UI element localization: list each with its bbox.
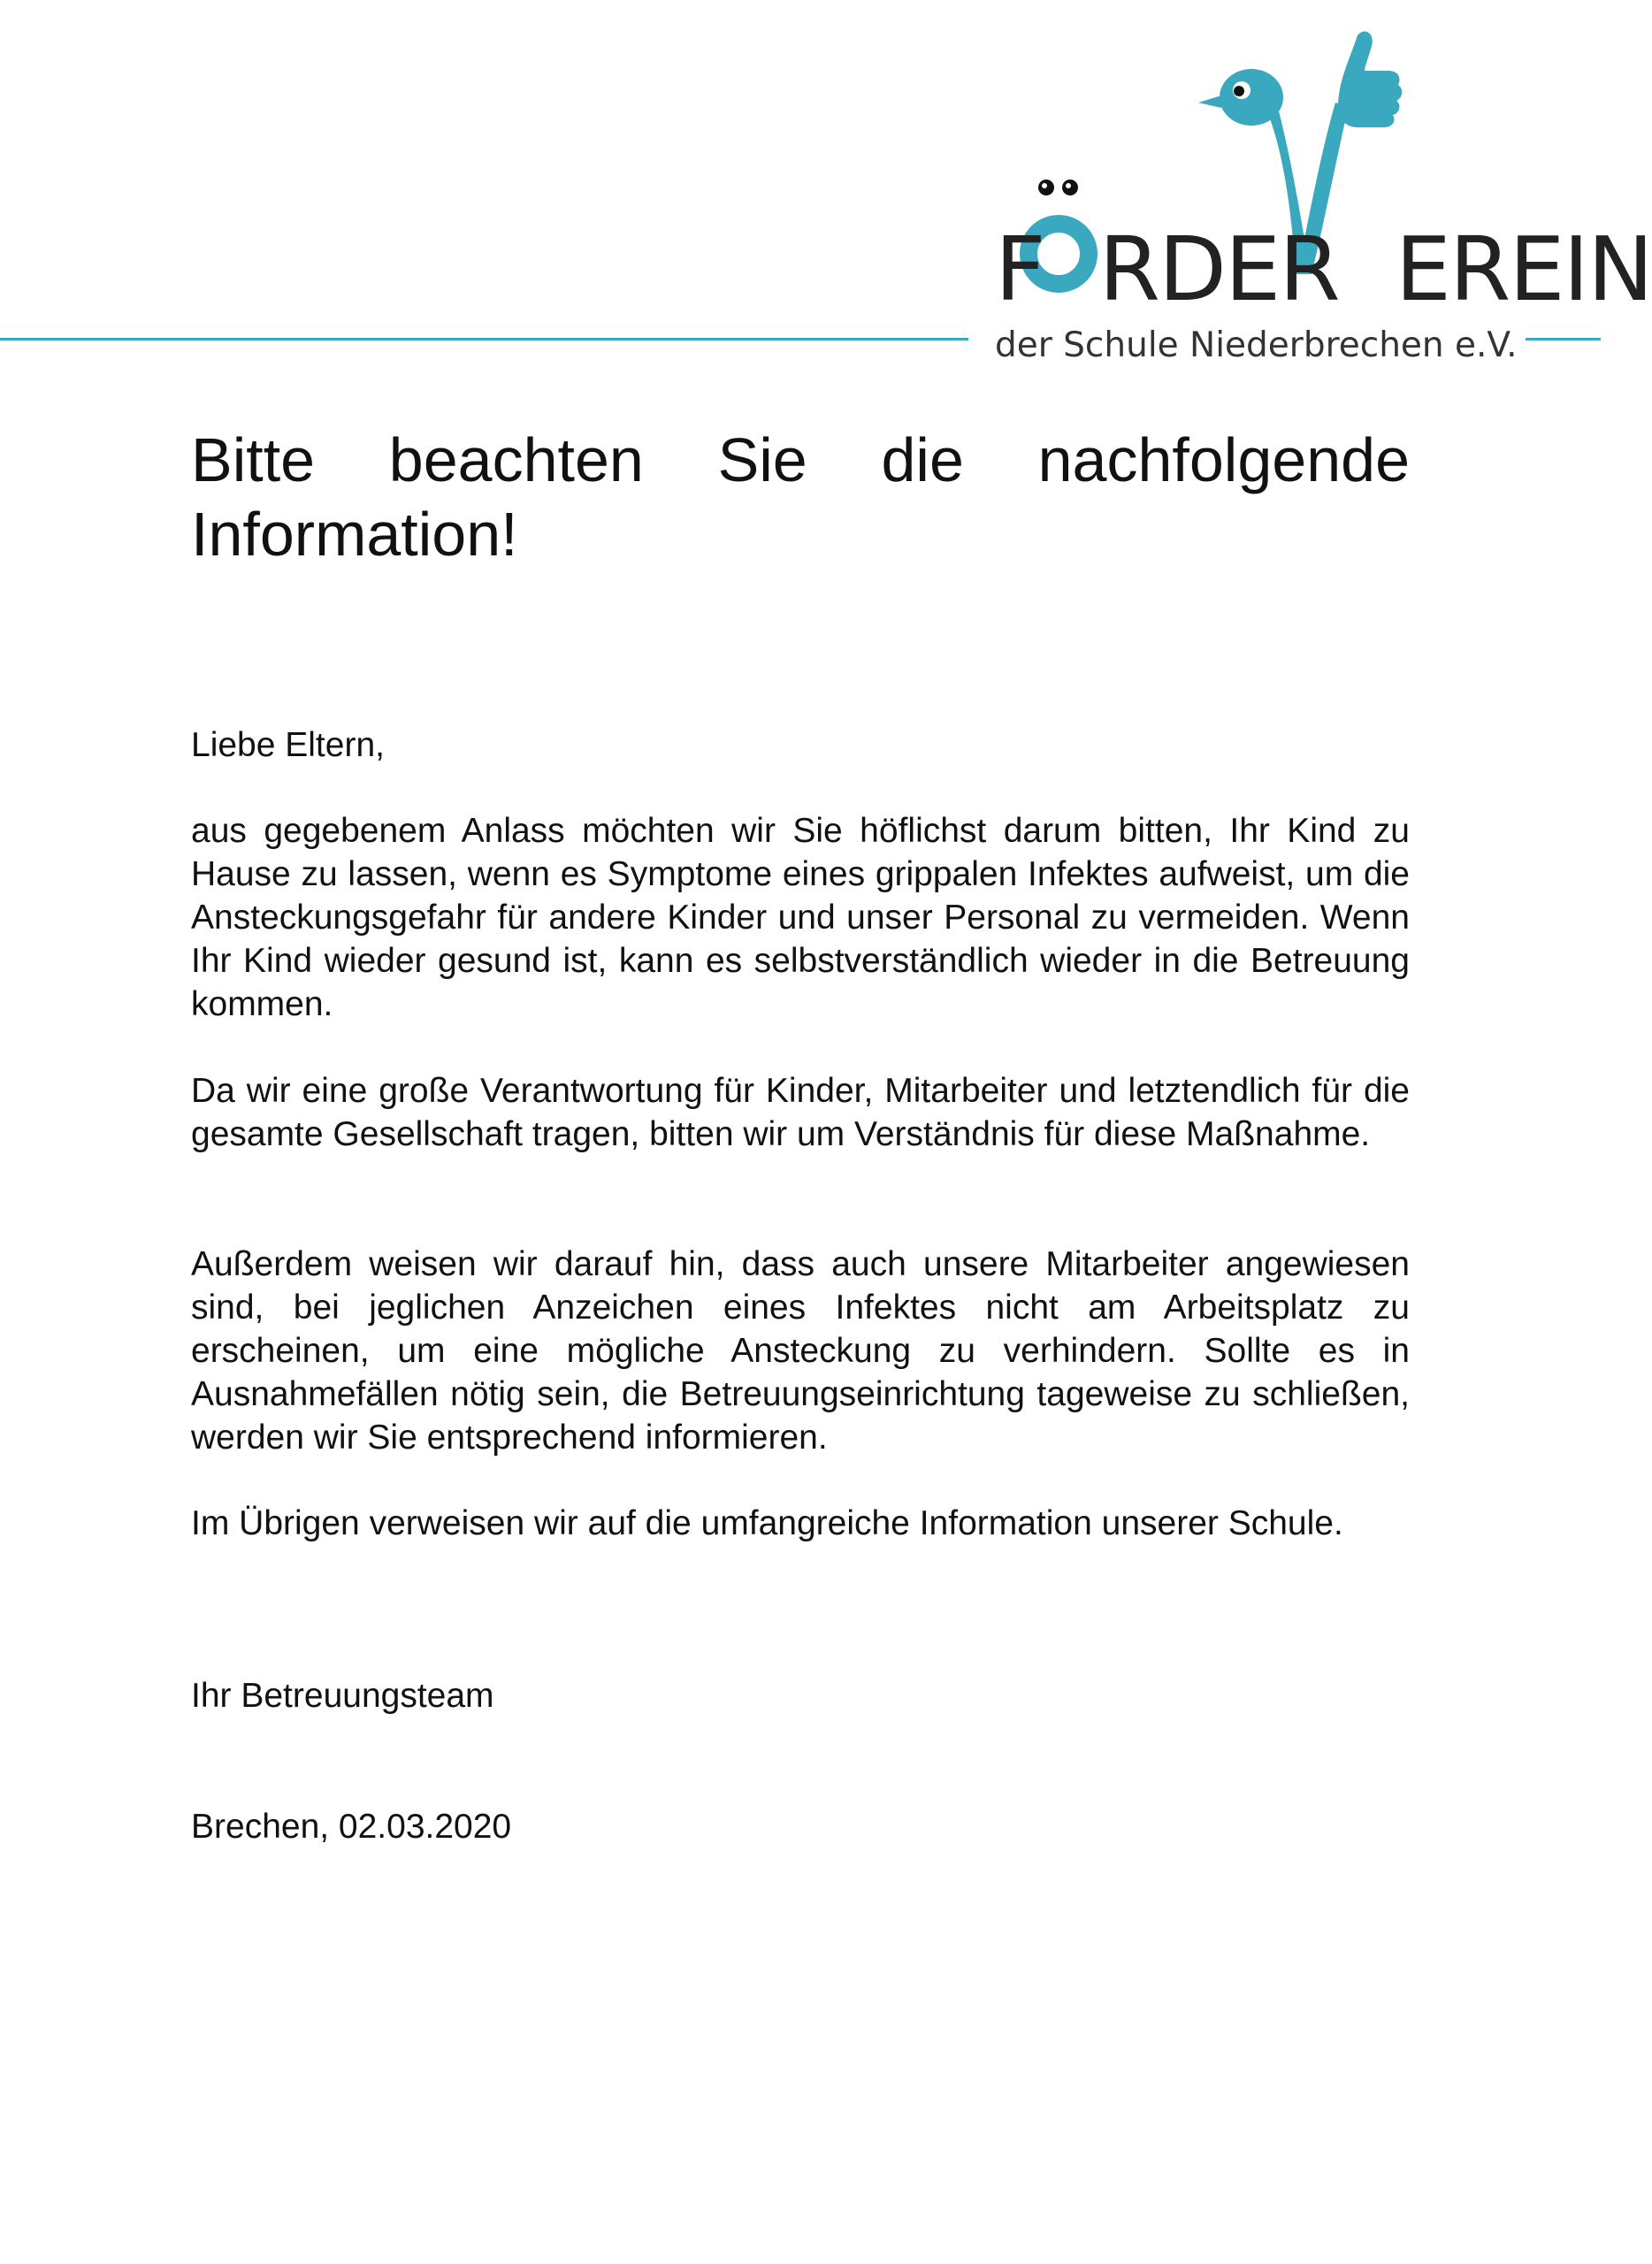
paragraph-3: Außerdem weisen wir darauf hin, dass auch unsere Mitarbeiter angewiesen sind, bei jeglichen Anzeichen eines Infektes nicht am Arbeitsplatz zu erscheinen, um eine mögliche Ansteckung zu verhindern. Sollte es in Ausnahmefällen nötig sein, die Betreuungseinrichtung tageweise zu schließen, werden wir Sie entsprechend informieren.	[191, 1245, 1410, 1457]
logo-wordmark	[995, 212, 1652, 327]
salutation: Liebe Eltern,	[191, 726, 385, 764]
header-divider-right	[1526, 338, 1601, 340]
document-title-block	[191, 423, 1410, 571]
document-title-line-1: Bitte beachten Sie die nachfolgende	[191, 425, 1410, 494]
closing-signature: Ihr Betreuungsteam	[191, 1677, 494, 1715]
document-title	[191, 423, 1410, 571]
paragraph-2: Da wir eine große Verantwortung für Kinder, Mitarbeiter und letztendlich für die gesamte Gesellschaft tragen, bitten wir um Verständnis für diese Maßnahme.	[191, 1072, 1410, 1153]
logo-letters-rder: RDER	[1098, 218, 1339, 321]
logo-subtitle: der Schule Niederbrechen e.V.	[995, 325, 1518, 365]
logo-letter-f: F	[995, 218, 1044, 321]
paragraph-4: Im Übrigen verweisen wir auf die umfangreiche Information unserer Schule.	[191, 1504, 1343, 1542]
document-title-line-2: Information!	[191, 500, 518, 569]
paragraph-1: aus gegebenem Anlass möchten wir Sie höflichst darum bitten, Ihr Kind zu Hause zu lassen, wenn es Symptome eines grippalen Infektes aufweist, um die Ansteckungsgefahr für andere Kinder und unser Personal zu vermeiden. Wenn Ihr Kind wieder gesund ist, kann es selbstverständlich wieder in die Betreuung kommen.	[191, 812, 1410, 1023]
place-and-date: Brechen, 02.03.2020	[191, 1808, 512, 1846]
header-divider-left	[0, 338, 968, 340]
logo-letters-erein: EREIN	[1395, 218, 1652, 321]
foerderverein-logo	[986, 27, 1652, 365]
